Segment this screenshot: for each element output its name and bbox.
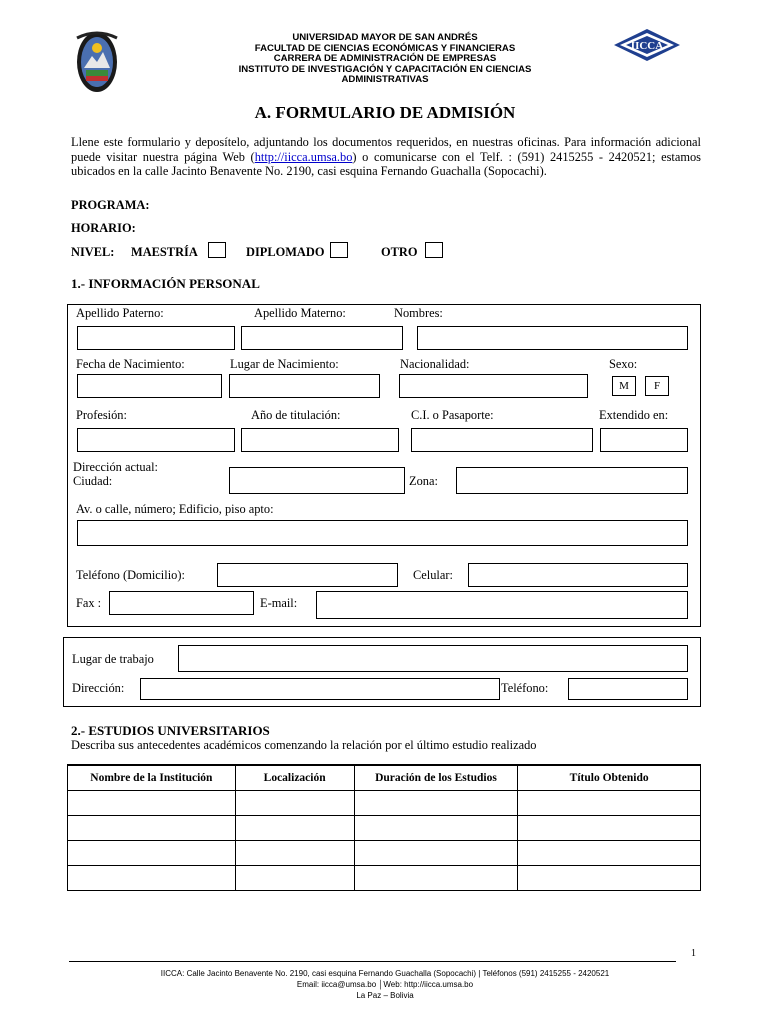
col-header-localizacion: Localización	[235, 765, 354, 790]
table-row	[68, 865, 701, 890]
work-telefono-label: Teléfono:	[501, 681, 549, 695]
header-line-4: INSTITUTO DE INVESTIGACIÓN Y CAPACITACIÓN EN CIENCIAS	[238, 63, 532, 75]
table-cell[interactable]	[518, 790, 701, 815]
direccion-actual-label: Dirección actual:	[73, 460, 158, 474]
intro-text-after: ) o comunicarse con el Telf. : (591) 2415255 - 2420521; estamos ubicados en la calle Jacinto Benavente No. 2190, casi esquina Fernando Guachalla (Sopocachi).	[71, 149, 701, 178]
nombres-field[interactable]	[417, 326, 688, 350]
diplomado-checkbox[interactable]	[330, 242, 348, 258]
lugar-nacimiento-label: Lugar de Nacimiento:	[230, 357, 339, 371]
telefono-domicilio-field[interactable]	[217, 563, 398, 587]
page-number: 1	[691, 948, 696, 959]
table-cell[interactable]	[68, 840, 236, 865]
ci-pasaporte-field[interactable]	[411, 428, 593, 452]
apellido-paterno-field[interactable]	[77, 326, 235, 350]
apellido-materno-label: Apellido Materno:	[254, 306, 346, 320]
table-row	[68, 840, 701, 865]
table-cell[interactable]	[235, 815, 354, 840]
telefono-domicilio-label: Teléfono (Domicilio):	[76, 568, 185, 582]
website-link[interactable]: http://iicca.umsa.bo	[254, 149, 353, 164]
fax-field[interactable]	[109, 591, 254, 615]
extendido-en-label: Extendido en:	[599, 408, 669, 422]
intro-text-before: Llene este formulario y deposítelo, adjuntando los documentos requeridos, en nuestras oficinas. Para información adicional puede visitar nuestra página Web (	[71, 135, 701, 164]
institution-header	[150, 33, 620, 86]
section-university-studies-title: 2.- ESTUDIOS UNIVERSITARIOS	[71, 723, 270, 738]
profesion-label: Profesión:	[76, 408, 127, 422]
intro-paragraph	[71, 135, 701, 179]
footer-divider	[69, 961, 676, 962]
sexo-label: Sexo:	[609, 357, 638, 371]
nombres-label: Nombres:	[394, 306, 443, 320]
zona-field[interactable]	[456, 467, 688, 494]
work-telefono-field[interactable]	[568, 678, 688, 700]
table-cell[interactable]	[235, 840, 354, 865]
nivel-label: NIVEL:	[71, 245, 115, 259]
table-cell[interactable]	[68, 790, 236, 815]
apellido-materno-field[interactable]	[241, 326, 403, 350]
anio-titulacion-field[interactable]	[241, 428, 399, 452]
table-cell[interactable]	[354, 865, 518, 890]
nivel-otro-label: OTRO	[381, 245, 418, 259]
sexo-m-checkbox[interactable]: M	[612, 376, 636, 396]
col-header-institucion: Nombre de la Institución	[68, 765, 236, 790]
lugar-trabajo-field[interactable]	[178, 645, 688, 672]
footer-contact: Email: iicca@umsa.bo │Web: http://iicca.umsa.bo	[296, 980, 474, 989]
footer-city: La Paz – Bolivia	[356, 991, 414, 1000]
ci-pasaporte-label: C.I. o Pasaporte:	[411, 408, 494, 422]
nacionalidad-field[interactable]	[399, 374, 588, 398]
work-direccion-field[interactable]	[140, 678, 500, 700]
table-row	[68, 815, 701, 840]
col-header-duracion: Duración de los Estudios	[354, 765, 518, 790]
profesion-field[interactable]	[77, 428, 235, 452]
celular-field[interactable]	[468, 563, 688, 587]
iicca-logo-text: IICCA	[630, 40, 664, 52]
horario-label: HORARIO:	[71, 221, 136, 235]
col-header-titulo: Título Obtenido	[518, 765, 701, 790]
form-title: A. FORMULARIO DE ADMISIÓN	[254, 103, 516, 122]
university-seal-logo	[72, 28, 122, 96]
table-cell[interactable]	[354, 815, 518, 840]
nivel-maestria-label: MAESTRÍA	[131, 245, 198, 259]
email-field[interactable]	[316, 591, 688, 619]
header-line-3: CARRERA DE ADMINISTRACIÓN DE EMPRESAS	[273, 53, 497, 64]
table-cell[interactable]	[518, 840, 701, 865]
table-cell[interactable]	[68, 865, 236, 890]
table-cell[interactable]	[354, 840, 518, 865]
email-label: E-mail:	[260, 596, 298, 610]
celular-label: Celular:	[413, 568, 453, 582]
work-direccion-label: Dirección:	[72, 681, 125, 695]
maestria-checkbox[interactable]	[208, 242, 226, 258]
fecha-nacimiento-label: Fecha de Nacimiento:	[76, 357, 185, 371]
table-cell[interactable]	[354, 790, 518, 815]
footer-address: IICCA: Calle Jacinto Benavente No. 2190, casi esquina Fernando Guachalla (Sopocachi) | Teléfonos (591) 2415255 - 2420521	[160, 969, 610, 978]
table-cell[interactable]	[518, 865, 701, 890]
table-cell[interactable]	[68, 815, 236, 840]
ciudad-field[interactable]	[229, 467, 405, 494]
fax-label: Fax :	[76, 596, 102, 610]
sexo-f-checkbox[interactable]: F	[645, 376, 669, 396]
nivel-diplomado-label: DIPLOMADO	[246, 245, 325, 259]
extendido-en-field[interactable]	[600, 428, 688, 452]
nacionalidad-label: Nacionalidad:	[400, 357, 470, 371]
zona-label: Zona:	[409, 474, 438, 488]
header-line-5: ADMINISTRATIVAS	[341, 74, 429, 85]
iicca-logo	[612, 27, 682, 63]
lugar-trabajo-label: Lugar de trabajo	[72, 652, 154, 666]
fecha-nacimiento-field[interactable]	[77, 374, 222, 398]
otro-checkbox[interactable]	[425, 242, 443, 258]
section-university-studies-subtitle: Describa sus antecedentes académicos comenzando la relación por el último estudio realizado	[71, 738, 537, 752]
programa-label: PROGRAMA:	[71, 198, 150, 212]
table-row	[68, 790, 701, 815]
lugar-nacimiento-field[interactable]	[229, 374, 380, 398]
av-calle-label: Av. o calle, número; Edificio, piso apto:	[76, 502, 274, 516]
anio-titulacion-label: Año de titulación:	[251, 408, 341, 422]
ciudad-label: Ciudad:	[73, 474, 113, 488]
av-calle-field[interactable]	[77, 520, 688, 546]
university-studies-table	[67, 764, 701, 891]
table-cell[interactable]	[235, 790, 354, 815]
table-header-row	[68, 765, 701, 790]
header-line-1: UNIVERSIDAD MAYOR DE SAN ANDRÉS	[292, 32, 478, 43]
apellido-paterno-label: Apellido Paterno:	[76, 306, 164, 320]
section-personal-info-title: 1.- INFORMACIÓN PERSONAL	[71, 276, 260, 291]
table-cell[interactable]	[518, 815, 701, 840]
header-line-2: FACULTAD DE CIENCIAS ECONÓMICAS Y FINANCIERAS	[254, 42, 516, 54]
table-cell[interactable]	[235, 865, 354, 890]
